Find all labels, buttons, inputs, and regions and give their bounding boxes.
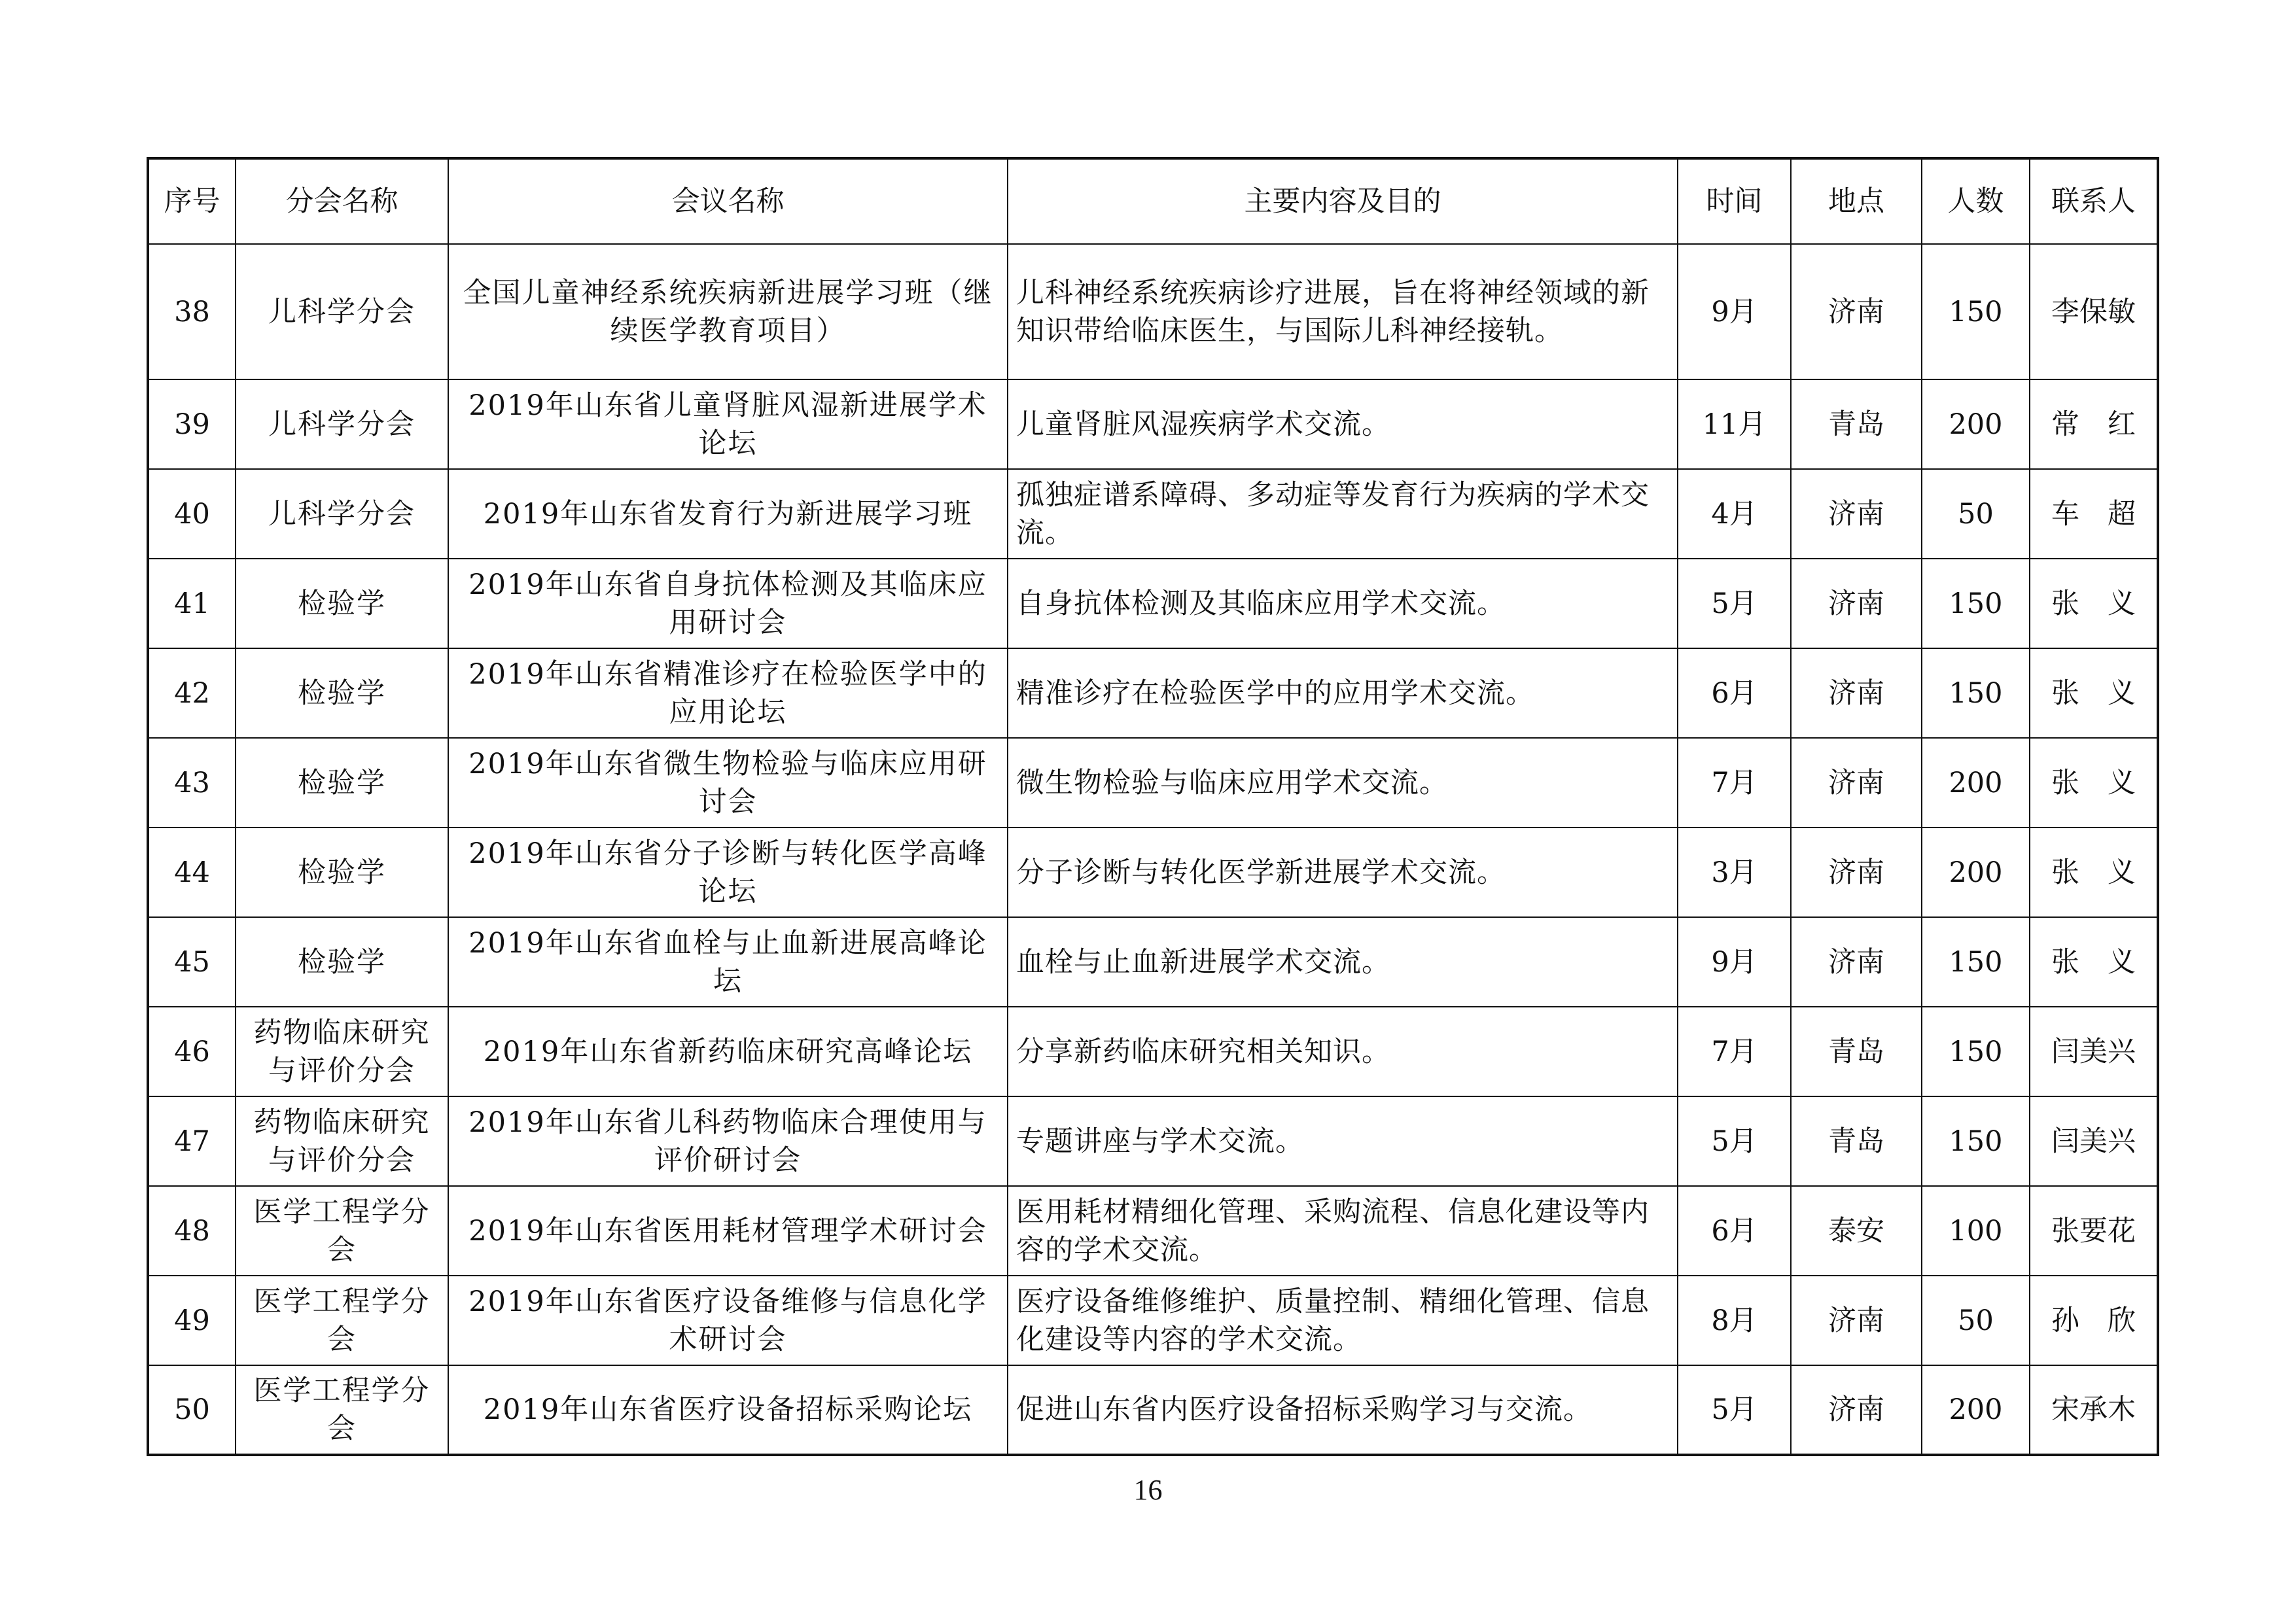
cell-place: 济南 [1791,648,1922,738]
cell-purpose: 专题讲座与学术交流。 [1008,1096,1678,1186]
cell-count: 50 [1922,469,2030,559]
cell-contact: 张 义 [2030,559,2158,648]
header-place: 地点 [1791,158,1922,244]
cell-time: 5月 [1678,1365,1791,1455]
cell-branch: 检验学 [236,828,448,917]
table-row [148,469,2158,559]
cell-purpose: 血栓与止血新进展学术交流。 [1008,917,1678,1007]
table-row [148,648,2158,738]
cell-purpose: 促进山东省内医疗设备招标采购学习与交流。 [1008,1365,1678,1455]
cell-meeting: 2019年山东省自身抗体检测及其临床应用研讨会 [448,559,1008,648]
cell-time: 5月 [1678,559,1791,648]
table-row [148,379,2158,469]
cell-meeting: 2019年山东省新药临床研究高峰论坛 [448,1007,1008,1096]
cell-purpose: 孤独症谱系障碍、多动症等发育行为疾病的学术交流。 [1008,469,1678,559]
cell-branch: 儿科学分会 [236,469,448,559]
cell-branch: 儿科学分会 [236,244,448,379]
cell-purpose: 微生物检验与临床应用学术交流。 [1008,738,1678,828]
cell-branch: 检验学 [236,559,448,648]
cell-contact: 宋承木 [2030,1365,2158,1455]
table-row [148,1186,2158,1276]
cell-place: 济南 [1791,469,1922,559]
cell-meeting: 2019年山东省血栓与止血新进展高峰论坛 [448,917,1008,1007]
cell-place: 济南 [1791,244,1922,379]
cell-purpose: 自身抗体检测及其临床应用学术交流。 [1008,559,1678,648]
cell-place: 青岛 [1791,1096,1922,1186]
cell-time: 9月 [1678,917,1791,1007]
cell-time: 7月 [1678,1007,1791,1096]
header-row [148,158,2158,244]
cell-branch: 药物临床研究与评价分会 [236,1096,448,1186]
cell-place: 泰安 [1791,1186,1922,1276]
cell-time: 4月 [1678,469,1791,559]
cell-contact: 李保敏 [2030,244,2158,379]
cell-meeting: 2019年山东省精准诊疗在检验医学中的应用论坛 [448,648,1008,738]
cell-branch: 检验学 [236,648,448,738]
cell-place: 青岛 [1791,379,1922,469]
cell-purpose: 精准诊疗在检验医学中的应用学术交流。 [1008,648,1678,738]
cell-count: 200 [1922,738,2030,828]
cell-contact: 车 超 [2030,469,2158,559]
cell-seq: 40 [148,469,236,559]
cell-meeting: 2019年山东省儿科药物临床合理使用与评价研讨会 [448,1096,1008,1186]
table-row [148,244,2158,379]
cell-count: 200 [1922,828,2030,917]
cell-meeting: 2019年山东省医疗设备招标采购论坛 [448,1365,1008,1455]
cell-count: 150 [1922,244,2030,379]
cell-seq: 50 [148,1365,236,1455]
cell-branch: 药物临床研究与评价分会 [236,1007,448,1096]
cell-place: 济南 [1791,559,1922,648]
header-time: 时间 [1678,158,1791,244]
cell-time: 6月 [1678,648,1791,738]
cell-seq: 38 [148,244,236,379]
cell-contact: 张 义 [2030,738,2158,828]
table-row [148,1096,2158,1186]
cell-branch: 医学工程学分会 [236,1365,448,1455]
cell-purpose: 医疗设备维修维护、质量控制、精细化管理、信息化建设等内容的学术交流。 [1008,1276,1678,1365]
cell-contact: 孙 欣 [2030,1276,2158,1365]
cell-seq: 45 [148,917,236,1007]
header-contact: 联系人 [2030,158,2158,244]
cell-place: 济南 [1791,738,1922,828]
cell-place: 青岛 [1791,1007,1922,1096]
cell-time: 8月 [1678,1276,1791,1365]
cell-branch: 检验学 [236,738,448,828]
cell-place: 济南 [1791,917,1922,1007]
conference-table [147,157,2159,1456]
cell-time: 5月 [1678,1096,1791,1186]
cell-purpose: 分享新药临床研究相关知识。 [1008,1007,1678,1096]
cell-purpose: 儿科神经系统疾病诊疗进展，旨在将神经领域的新知识带给临床医生，与国际儿科神经接轨。 [1008,244,1678,379]
cell-seq: 46 [148,1007,236,1096]
cell-seq: 48 [148,1186,236,1276]
header-branch: 分会名称 [236,158,448,244]
cell-branch: 医学工程学分会 [236,1186,448,1276]
cell-seq: 41 [148,559,236,648]
cell-count: 150 [1922,648,2030,738]
cell-contact: 闫美兴 [2030,1007,2158,1096]
header-count: 人数 [1922,158,2030,244]
cell-time: 7月 [1678,738,1791,828]
cell-contact: 张 义 [2030,648,2158,738]
header-seq: 序号 [148,158,236,244]
cell-meeting: 2019年山东省儿童肾脏风湿新进展学术论坛 [448,379,1008,469]
cell-seq: 39 [148,379,236,469]
cell-time: 11月 [1678,379,1791,469]
cell-count: 150 [1922,559,2030,648]
cell-seq: 43 [148,738,236,828]
cell-seq: 47 [148,1096,236,1186]
cell-count: 200 [1922,1365,2030,1455]
cell-meeting: 2019年山东省微生物检验与临床应用研讨会 [448,738,1008,828]
cell-purpose: 分子诊断与转化医学新进展学术交流。 [1008,828,1678,917]
cell-branch: 儿科学分会 [236,379,448,469]
cell-seq: 44 [148,828,236,917]
cell-contact: 闫美兴 [2030,1096,2158,1186]
cell-contact: 常 红 [2030,379,2158,469]
cell-seq: 49 [148,1276,236,1365]
cell-meeting: 2019年山东省医用耗材管理学术研讨会 [448,1186,1008,1276]
table-row [148,1365,2158,1455]
cell-meeting: 2019年山东省分子诊断与转化医学高峰论坛 [448,828,1008,917]
cell-time: 9月 [1678,244,1791,379]
table-row [148,738,2158,828]
cell-count: 50 [1922,1276,2030,1365]
header-purpose: 主要内容及目的 [1008,158,1678,244]
cell-seq: 42 [148,648,236,738]
cell-contact: 张要花 [2030,1186,2158,1276]
cell-meeting: 全国儿童神经系统疾病新进展学习班（继续医学教育项目） [448,244,1008,379]
cell-place: 济南 [1791,1276,1922,1365]
cell-count: 200 [1922,379,2030,469]
cell-place: 济南 [1791,1365,1922,1455]
cell-meeting: 2019年山东省发育行为新进展学习班 [448,469,1008,559]
cell-place: 济南 [1791,828,1922,917]
header-meeting: 会议名称 [448,158,1008,244]
cell-count: 150 [1922,1096,2030,1186]
cell-time: 3月 [1678,828,1791,917]
cell-count: 100 [1922,1186,2030,1276]
cell-branch: 医学工程学分会 [236,1276,448,1365]
table-row [148,1276,2158,1365]
cell-meeting: 2019年山东省医疗设备维修与信息化学术研讨会 [448,1276,1008,1365]
table-body [148,244,2158,1455]
table-row [148,828,2158,917]
cell-purpose: 儿童肾脏风湿疾病学术交流。 [1008,379,1678,469]
cell-contact: 张 义 [2030,917,2158,1007]
table-row [148,559,2158,648]
cell-count: 150 [1922,917,2030,1007]
cell-branch: 检验学 [236,917,448,1007]
cell-contact: 张 义 [2030,828,2158,917]
table-row [148,1007,2158,1096]
cell-purpose: 医用耗材精细化管理、采购流程、信息化建设等内容的学术交流。 [1008,1186,1678,1276]
cell-count: 150 [1922,1007,2030,1096]
table-row [148,917,2158,1007]
cell-time: 6月 [1678,1186,1791,1276]
page-number: 16 [1133,1474,1163,1506]
